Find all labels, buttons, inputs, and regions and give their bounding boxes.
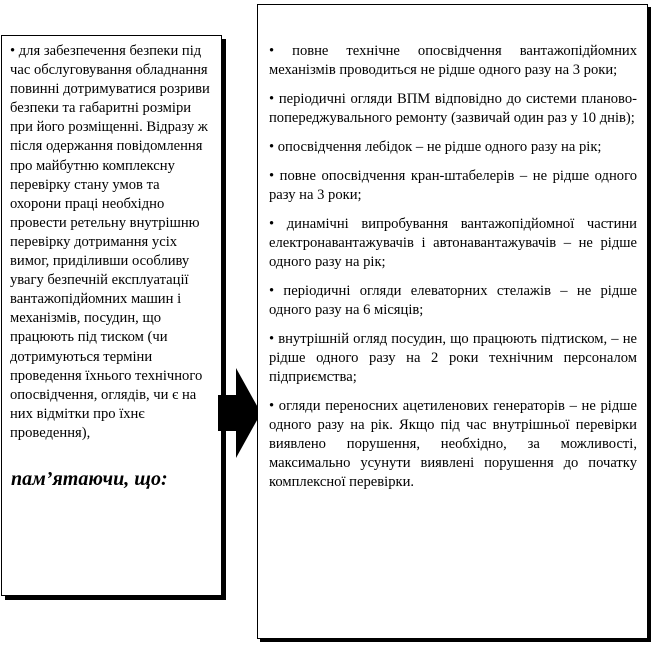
right-panel-item: • опосвідчення лебідок – не рідше одного разу на рік;	[269, 139, 602, 155]
right-panel-item: • повне опосвідчення кран-штабелерів – не рідше одного разу на 3 роки;	[269, 168, 637, 203]
right-panel-item: • повне технічне опосвідчення вантажопідйомних механізмів проводиться не рідше одного разу на 3 роки;	[269, 43, 637, 78]
left-panel-text: • для забезпечення безпеки під час обслуговування обладнання повинні дотримуватися розриви безпеки та габаритні розміри при його розміщенні. Відразу ж після одержання повідомлення про майбутню комплексну перевірку стану умов та охорони праці необхідно провести ретельну внутрішню перевірку дотримання усіх вимог, приділивши особливу увагу безпечній експлуатації вантажопідйомних машин і механізмів, посудин, що працюють під тиском (чи дотримуються терміни проведення їхнього технічного опосвідчення, оглядів, чи є на них відмітки про їхнє проведення),	[10, 43, 210, 441]
right-panel-item: • періодичні огляди ВПМ відповідно до системи планово-попереджувального ремонту (зазвичай один раз у 10 днів);	[269, 91, 637, 126]
right-panel	[257, 4, 648, 639]
left-panel-emphasis: пам’ятаючи, що:	[11, 467, 168, 490]
left-panel	[1, 35, 222, 596]
right-panel-item: • періодичні огляди елеваторних стелажів – не рідше одного разу на 6 місяців;	[269, 283, 637, 318]
right-panel-item: • огляди переносних ацетиленових генераторів – не рідше одного разу на рік. Якщо під час внутрішньої перевірки виявлено порушення, необхідно, за можливості, максимально усунути виявлені порушення до початку комплексної перевірки.	[269, 398, 637, 490]
right-panel-item: • динамічні випробування вантажопідйомної частини електронавантажувачів і автонавантажувачів – не рідше одного разу на рік;	[269, 216, 637, 270]
right-arrow-icon	[218, 366, 262, 460]
right-panel-item: • внутрішній огляд посудин, що працюють підтиском, – не рідше одного разу на 2 роки технічним персоналом підприємства;	[269, 331, 637, 385]
